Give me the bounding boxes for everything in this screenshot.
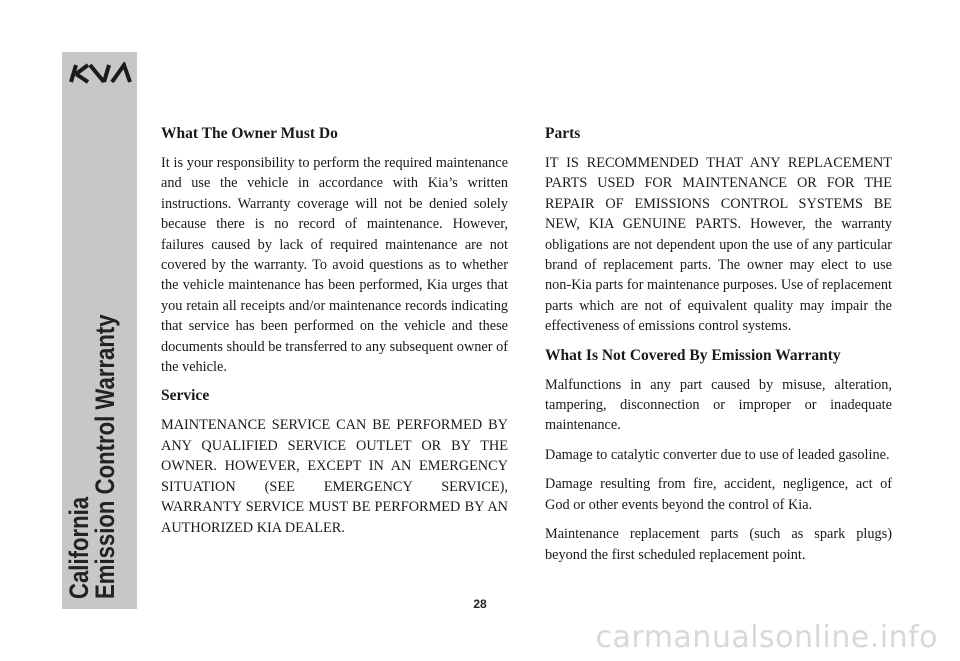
left-column [161, 124, 508, 547]
section-title-line1: California [64, 496, 94, 599]
heading-not-covered: What Is Not Covered By Emission Warranty [545, 346, 841, 364]
service-paragraph: MAINTENANCE SERVICE CAN BE PERFORMED BY ANY QUALIFIED SERVICE OUTLET OR BY THE OWNER. HOWEVER, EXCEPT IN AN EMERGENCY SITUATION (SEE EMERGENCY SERVICE), WARRANTY SERVICE MUST BE PERFORMED BY AN AUTHORIZED KIA DEALER. [161, 417, 508, 536]
owner-must-do-paragraph: It is your responsibility to perform the required maintenance and use the vehicle in accordance with Kia’s written instructions. Warranty coverage will not be denied solely because there is no record of maintenance. However, failures caused by lack of required maintenance are not covered by the warranty. To avoid questions as to whether the vehicle maintenance has been performed, Kia urges that you retain all receipts and/or maintenance records indicating that service has been performed on the vehicle and these documents should be transferred to any subsequent owner of the vehicle. [161, 155, 509, 376]
watermark-text: carmanualsonline.info [595, 620, 938, 655]
heading-service: Service [161, 387, 210, 405]
page-number: 28 [473, 597, 487, 611]
not-covered-item: Damage to catalytic converter due to use of leaded gasoline. [545, 446, 890, 463]
section-title-line2: Emission Control Warranty [90, 314, 120, 599]
heading-parts: Parts [545, 125, 581, 142]
sidebar-band [62, 52, 137, 609]
parts-paragraph: IT IS RECOMMENDED THAT ANY REPLACEMENT PARTS USED FOR MAINTENANCE OR FOR THE REPAIR OF EMISSIONS CONTROL SYSTEMS BE NEW, KIA GENUINE PARTS. However, the warranty obligations are not dependent upon the use of any particular brand of replacement parts. The owner may elect to use non-Kia parts for maintenance purposes. Use of replacement parts which are not of equivalent quality may impair the effectiveness of emissions control systems. [545, 155, 892, 335]
not-covered-item: Maintenance replacement parts (such as spark plugs) beyond the first scheduled replacement point. [545, 526, 892, 563]
right-column [545, 124, 892, 574]
section-title-vertical [66, 59, 118, 599]
heading-owner-must-do: What The Owner Must Do [161, 125, 338, 142]
not-covered-item: Damage resulting from fire, accident, negligence, act of God or other events beyond the control of Kia. [545, 476, 892, 513]
not-covered-item: Malfunctions in any part caused by misuse, alteration, tampering, disconnection or improper or inadequate maintenance. [545, 376, 892, 434]
